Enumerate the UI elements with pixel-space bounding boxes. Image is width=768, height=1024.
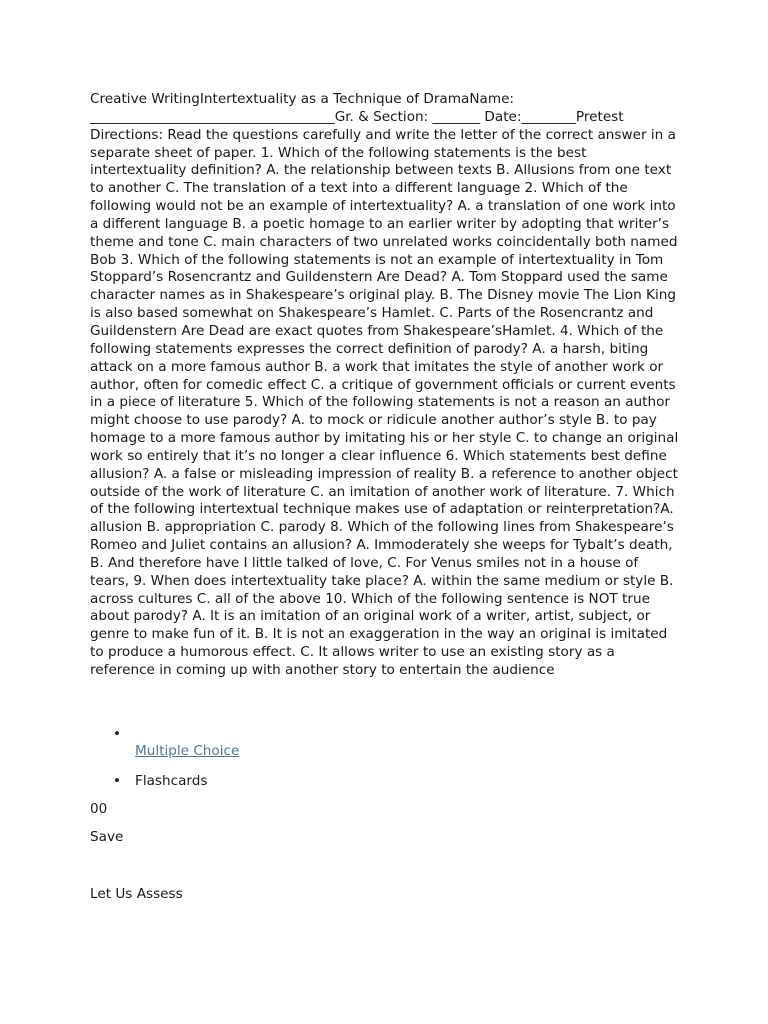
multiple-choice-link[interactable]: Multiple Choice	[135, 742, 240, 759]
save-button[interactable]: Save	[90, 828, 124, 845]
bullet-icon: •	[113, 772, 122, 789]
pretest-body-text: Creative WritingIntertextuality as a Technique of DramaName: ____________________________________Gr. & Section: _______ Date:________Pretest Directions: Read the questions carefully and write the letter of the correct answer in a separate sheet of paper. 1. Which of the following statements is the best intertextuality definition? A. the relationship between texts B. Allusions from one text to another C. The translation of a text into a different language 2. Which of the following would not be an example of intertextuality? A. a translation of one work into a different language B. a poetic homage to an earlier writer by adopting that writer’s theme and tone C. main characters of two unrelated works coincidentally both named Bob 3. Which of the following statements is not an example of intertextuality in Tom Stoppard’s Rosencrantz and Guildenstern Are Dead? A. Tom Stoppard used the same character names as in Shakespeare’s original play. B. The Disney movie The Lion King is also based somewhat on Shakespeare’s Hamlet. C. Parts of the Rosencrantz and Guildenstern Are Dead are exact quotes from Shakespeare’sHamlet. 4. Which of the following statements expresses the correct definition of parody? A. a harsh, biting attack on a more famous author B. a work that imitates the style of another work or author, often for comedic effect C. a critique of government officials or current events in a piece of literature 5. Which of the following statements is not a reason an author might choose to use parody? A. to mock or ridicule another author’s style B. to pay homage to a more famous author by imitating his or her style C. to change an original work so entirely that it’s no longer a clear influence 6. Which statements best define allusion? A. a false or misleading impression of reality B. a reference to another object outside of the work of literature C. an imitation of another work of literature. 7. Which of the following intertextual technique makes use of adaptation or reinterpretation?A. allusion B. appropriation C. parody 8. Which of the following lines from Shakespeare’s Romeo and Juliet contains an allusion? A. Immoderately she weeps for Tybalt’s death, B. And therefore have I little talked of love, C. For Venus smiles not in a house of tears, 9. When does intertextuality take place? A. within the same medium or style B. across cultures C. all of the above 10. Which of the following sentence is NOT true about parody? A. It is an imitation of an original work of a writer, artist, subject, or genre to make fun of it. B. It is not an exaggeration in the way an original is imitated to produce a humorous effect. C. It allows writer to use an existing story as a reference in coming up with another story to entertain the audience	[90, 91, 679, 678]
list-item-flashcards	[90, 773, 680, 790]
document-page	[90, 91, 680, 903]
study-mode-list	[90, 726, 680, 790]
bullet-icon: •	[113, 725, 122, 742]
section-heading: Let Us Assess	[90, 885, 183, 902]
list-item-multiple-choice	[90, 726, 680, 762]
flashcards-label[interactable]: Flashcards	[135, 772, 208, 789]
count-text: 00	[90, 800, 108, 817]
